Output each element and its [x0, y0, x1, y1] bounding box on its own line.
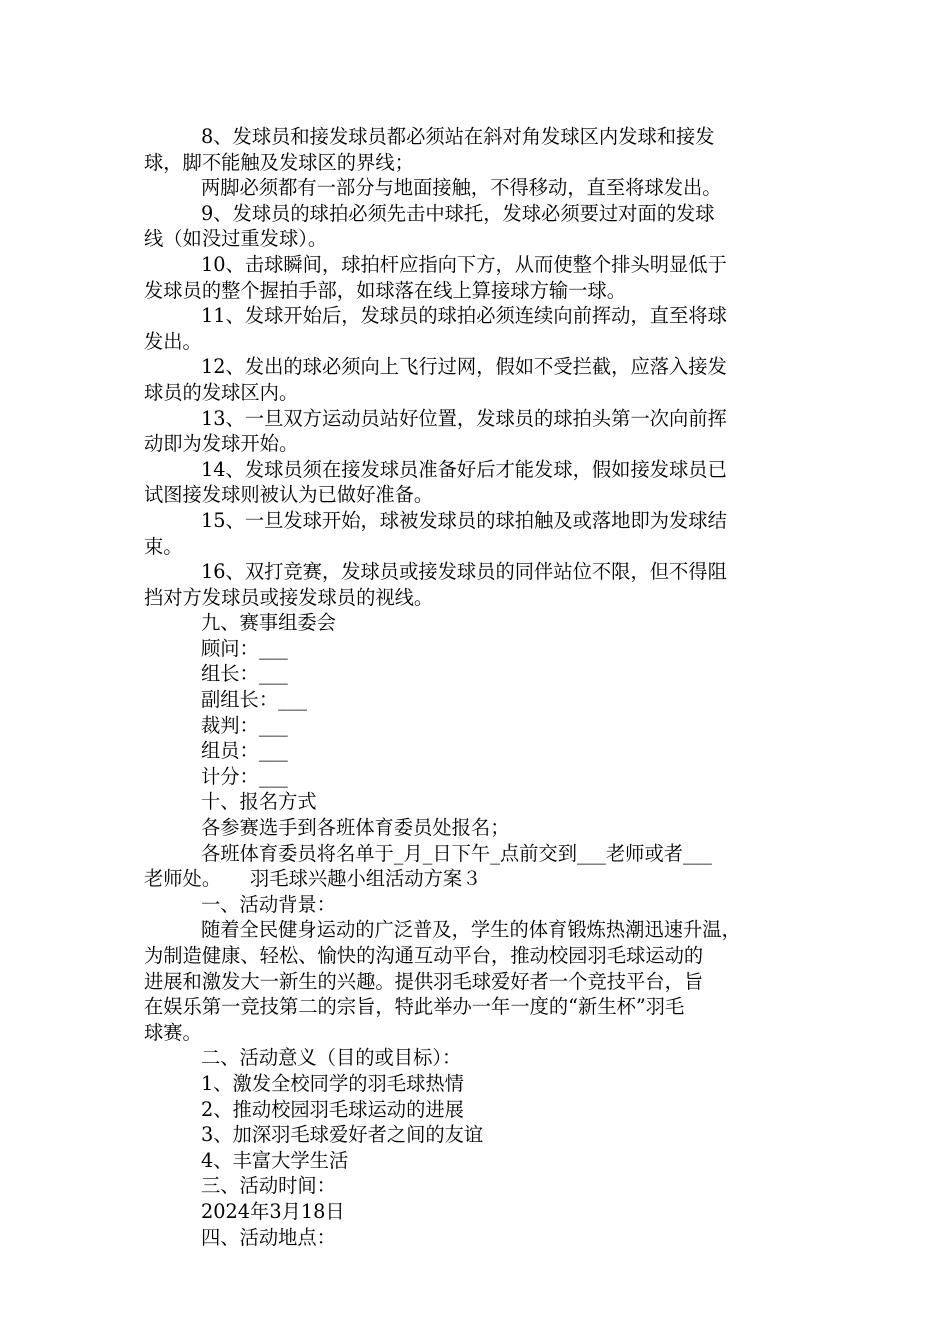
- text-line: 球员的发球区内。: [144, 380, 299, 404]
- text-line: 为制造健康、轻松、愉快的沟通互动平台，推动校园羽毛球运动的: [144, 944, 704, 967]
- paragraph: [144, 1045, 812, 1071]
- paragraph: [144, 1173, 812, 1199]
- paragraph: [144, 508, 812, 559]
- text-line: 动即为发球开始。: [144, 432, 299, 456]
- paragraph: [144, 713, 812, 739]
- paragraph: [144, 1148, 812, 1174]
- paragraph: [144, 610, 812, 636]
- paragraph: [144, 1071, 812, 1097]
- text-line: 球，脚不能触及发球区的界线；: [144, 150, 414, 174]
- text-line: 二、活动意义（目的或目标）：: [201, 1046, 462, 1070]
- paragraph: [144, 917, 812, 1045]
- paragraph: [144, 1199, 812, 1225]
- paragraph: [144, 175, 812, 201]
- text-line: 四、活动地点：: [201, 1225, 336, 1249]
- text-line: 14、发球员须在接发球员准备好后才能发球，假如接发球员已: [201, 457, 727, 481]
- text-line: 计分：___: [201, 764, 288, 788]
- text-line: 随着全民健身运动的广泛普及，学生的体育锻炼热潮迅速升温，: [201, 918, 741, 942]
- paragraph: [144, 124, 812, 175]
- text-line: 12、发出的球必须向上飞行过网，假如不受拦截，应落入接发: [201, 355, 727, 379]
- paragraph: [144, 636, 812, 662]
- paragraph: [144, 354, 812, 405]
- text-line: 组长：___: [201, 662, 288, 686]
- text-line: 16、双打竞赛，发球员或接发球员的同伴站位不限，但不得阻: [201, 560, 727, 584]
- text-line: 各参赛选手到各班体育委员处报名；: [201, 816, 510, 840]
- paragraph: [144, 559, 812, 610]
- text-line: 老师处。 羽毛球兴趣小组活动方案３: [144, 867, 482, 891]
- text-line: 1、激发全校同学的羽毛球热情: [201, 1071, 464, 1095]
- text-line: 束。: [144, 534, 183, 558]
- text-line: 组员：___: [201, 739, 288, 763]
- paragraph: [144, 815, 812, 841]
- text-line: 裁判：___: [201, 713, 288, 737]
- paragraph: [144, 1097, 812, 1123]
- paragraph: [144, 1122, 812, 1148]
- paragraph: [144, 841, 812, 892]
- text-line: 挡对方发球员或接发球员的视线。: [144, 585, 434, 609]
- text-line: 2024年3月18日: [201, 1199, 345, 1223]
- text-line: 进展和激发大一新生的兴趣。提供羽毛球爱好者一个竞技平台，旨: [144, 969, 704, 993]
- text-line: 在娱乐第一竞技第二的宗旨，特此举办一年一度的“新生杯”羽毛: [144, 995, 685, 1019]
- text-line: 2、推动校园羽毛球运动的进展: [201, 1097, 464, 1121]
- paragraph: [144, 661, 812, 687]
- text-line: 十、报名方式: [201, 790, 317, 814]
- paragraph: [144, 738, 812, 764]
- text-line: 4、丰富大学生活: [201, 1148, 349, 1172]
- text-line: 各班体育委员将名单于_月_日下午_点前交到___老师或者___: [201, 841, 712, 865]
- text-line: 11、发球开始后，发球员的球拍必须连续向前挥动，直至将球: [201, 304, 727, 328]
- paragraph: [144, 303, 812, 354]
- text-line: 3、加深羽毛球爱好者之间的友谊: [201, 1123, 484, 1147]
- text-line: 两脚必须都有一部分与地面接触，不得移动，直至将球发出。: [201, 176, 722, 200]
- text-line: 发出。: [144, 329, 202, 353]
- paragraph: [144, 1225, 812, 1251]
- paragraph: [144, 406, 812, 457]
- text-line: 13、一旦双方运动员站好位置，发球员的球拍头第一次向前挥: [201, 406, 727, 430]
- paragraph: [144, 892, 812, 918]
- text-line: 三、活动时间：: [201, 1174, 336, 1198]
- paragraph: [144, 457, 812, 508]
- text-line: 球赛。: [144, 1020, 202, 1044]
- text-line: 九、赛事组委会: [201, 611, 336, 635]
- text-line: 15、一旦发球开始，球被发球员的球拍触及或落地即为发球结: [201, 508, 727, 532]
- text-line: 9、发球员的球拍必须先击中球托，发球必须要过对面的发球: [201, 201, 715, 225]
- paragraph: [144, 764, 812, 790]
- text-line: 顾问：___: [201, 636, 288, 660]
- paragraph: [144, 789, 812, 815]
- text-line: 一、活动背景：: [201, 892, 336, 916]
- text-line: 副组长：___: [201, 688, 308, 712]
- text-line: 10、击球瞬间，球拍杆应指向下方，从而使整个排头明显低于: [201, 252, 727, 276]
- paragraph: [144, 687, 812, 713]
- document-body: [144, 124, 812, 1250]
- text-line: 试图接发球则被认为已做好准备。: [144, 483, 434, 507]
- paragraph: [144, 201, 812, 252]
- text-line: 8、发球员和接发球员都必须站在斜对角发球区内发球和接发: [201, 125, 715, 148]
- text-line: 发球员的整个握拍手部，如球落在线上算接球方输一球。: [144, 278, 627, 302]
- paragraph: [144, 252, 812, 303]
- text-line: 线（如没过重发球）。: [144, 227, 328, 251]
